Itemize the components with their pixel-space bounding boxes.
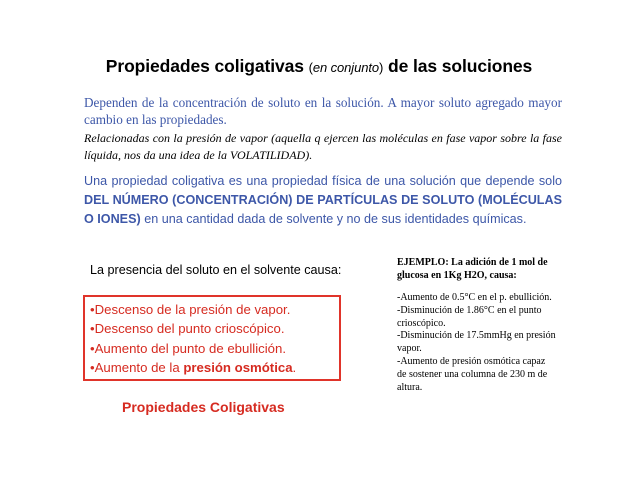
effect-item: •Aumento del punto de ebullición. <box>90 340 286 356</box>
effect-item: •Descenso de la presión de vapor. <box>90 302 291 317</box>
example-heading: EJEMPLO: La adición de 1 mol de glucosa en 1Kg H2O, causa: <box>397 257 548 281</box>
solute-presence-label: La presencia del soluto en el solvente causa: <box>90 263 342 277</box>
example-item: -Aumento de presión osmótica capaz de sostener una columna de 230 m de altura. <box>397 355 548 393</box>
effects-box <box>83 295 341 381</box>
example-block <box>397 256 557 394</box>
example-item: -Disminución de 17.5mmHg en presión vapor. <box>397 330 556 355</box>
concentration-paragraph: Dependen de la concentración de soluto en la solución. A mayor soluto agregado mayor cambio en las propiedades. <box>84 95 562 127</box>
slide-title <box>0 56 638 77</box>
definition-paragraph: Una propiedad coligativa es una propiedad física de una solución que depende solo DEL NÚMERO (CONCENTRACIÓN) DE PARTÍCULAS DE SOLUTO (MOLÉCULAS O IONES) en una cantidad dada de solvente y no de sus identidades químicas. <box>84 174 562 226</box>
example-item: -Disminución de 1.86°C en el punto crioscópico. <box>397 304 542 329</box>
title-main: Propiedades coligativas <box>105 56 304 76</box>
example-item: -Aumento de 0.5°C en el p. ebullición. <box>397 292 552 303</box>
definition-emphasis: DEL NÚMERO (CONCENTRACIÓN) DE PARTÍCULAS DE SOLUTO (MOLÉCULAS O IONES) <box>84 193 562 226</box>
effect-item: •Aumento de la presión osmótica. <box>90 360 297 376</box>
vapor-pressure-paragraph: Relacionadas con la presión de vapor (aquella q ejercen las moléculas en fase vapor sobre la fase líquida, nos da una idea de la VOLATILIDAD). <box>84 131 562 162</box>
title-suffix: de las soluciones <box>387 56 533 76</box>
example-list <box>397 292 557 394</box>
title-parenthetical: (en conjunto) <box>308 60 384 75</box>
effect-item: •Descenso del punto crioscópico. <box>90 321 285 337</box>
colligative-properties-label: Propiedades Coligativas <box>122 399 285 415</box>
